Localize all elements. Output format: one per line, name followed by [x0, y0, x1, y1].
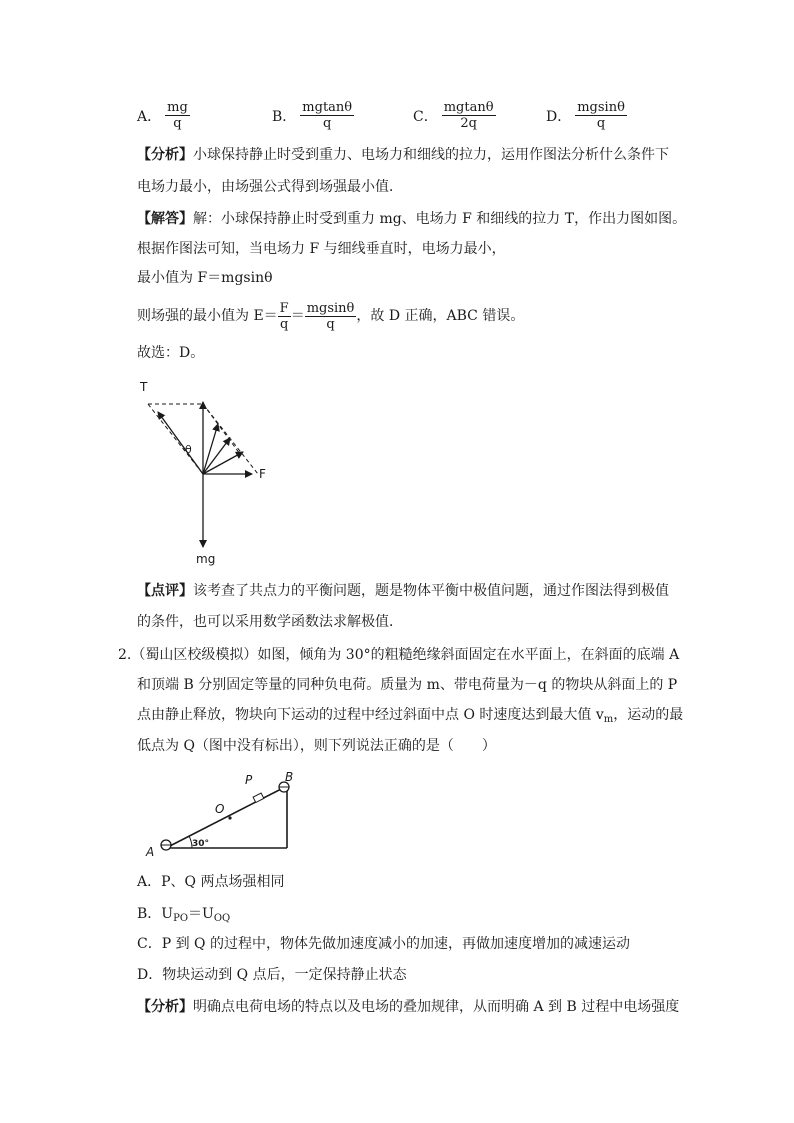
analysis-line: 【分析】小球保持静止时受到重力、电场力和细线的拉力，运用作图法分析什么条件下 — [137, 147, 669, 163]
label-a: A — [146, 845, 155, 859]
question-2-line: 和顶端 B 分别固定等量的同种负电荷。质量为 m、带电荷量为－q 的物块从斜面上的 P — [137, 677, 678, 693]
option-c: C． $\frac{mgtan\theta}{2q}$ — [413, 100, 494, 131]
label-t: T — [140, 380, 148, 394]
option-d: D． $\frac{mgsin\theta}{q}$ — [546, 100, 625, 131]
q2-option-c: C．P 到 Q 的过程中，物体先做加速度减小的加速，再做加速度增加的减速运动 — [137, 936, 630, 952]
question-2-line: 2.（蜀山区校级模拟）如图，倾角为 30°的粗糙绝缘斜面固定在水平面上，在斜面的底端 A — [118, 647, 680, 663]
analysis-line: 电场力最小，由场强公式得到场强最小值． — [137, 179, 403, 195]
point-o — [228, 816, 231, 819]
analysis-2-line: 【分析】明确点电荷电场的特点以及电场的叠加规律，从而明确 A 到 B 过程中电场强度 — [137, 999, 680, 1015]
q2-option-d: D．物块运动到 Q 点后，一定保持静止状态 — [137, 967, 407, 983]
incline-diagram — [140, 768, 300, 860]
fraction: $\frac{mgtan\theta}{q}$ — [302, 100, 353, 131]
option-b: B． $\frac{mgtan\theta}{q}$ — [272, 100, 353, 131]
label-mg: mg — [196, 552, 216, 566]
option-a: A． $\frac{mg}{q}$ — [137, 100, 188, 131]
tension-arrow — [158, 412, 203, 474]
fraction: $\frac{F}{q}$ — [279, 300, 289, 332]
answer-equation: 则场强的最小值为 E＝ $\frac{F}{q}$ ＝ $\frac{mgsin\theta}{q}$ ，故 D 正确，ABC 错误。 — [137, 300, 525, 332]
answer-line: 最小值为 F＝mgsinθ — [137, 270, 273, 286]
force-arrow — [203, 438, 230, 474]
label-f: F — [259, 467, 266, 481]
label-o: O — [215, 802, 225, 816]
label-b: B — [285, 770, 294, 784]
answer-line: 【解答】解：小球保持静止时受到重力 mg、电场力 F 和细线的拉力 T，作出力图如图。 — [137, 211, 687, 227]
fraction: $\frac{mg}{q}$ — [167, 100, 188, 131]
fraction: $\frac{mgsin\theta}{q}$ — [306, 300, 355, 332]
label-p: P — [245, 773, 253, 787]
q2-option-a: A．P、Q 两点场强相同 — [137, 874, 285, 890]
question-2-line: 点由静止释放，物块向下运动的过程中经过斜面中点 O 时速度达到最大值 $v_m$，运动的最 — [137, 707, 684, 725]
q2-option-b: B．$U_{PO}=U_{OQ}$ — [137, 906, 231, 924]
fraction: $\frac{mgsin\theta}{q}$ — [577, 100, 625, 131]
label-theta: θ — [185, 443, 192, 456]
answer-line: 故选：D。 — [137, 345, 205, 361]
label-angle: 30° — [192, 839, 210, 849]
answer-line: 根据作图法可知，当电场力 F 与细线垂直时，电场力最小， — [137, 241, 506, 257]
question-2-line: 低点为 Q（图中没有标出），则下列说法正确的是（ ） — [137, 738, 496, 754]
block — [253, 793, 264, 802]
comment-line: 【点评】该考查了共点力的平衡问题，题是物体平衡中极值问题，通过作图法得到极值 — [137, 583, 669, 599]
fraction: $\frac{mgtan\theta}{2q}$ — [443, 100, 494, 131]
comment-line: 的条件，也可以采用数学函数法求解极值． — [137, 614, 403, 630]
incline-slope — [166, 786, 287, 848]
force-diagram — [130, 372, 290, 567]
